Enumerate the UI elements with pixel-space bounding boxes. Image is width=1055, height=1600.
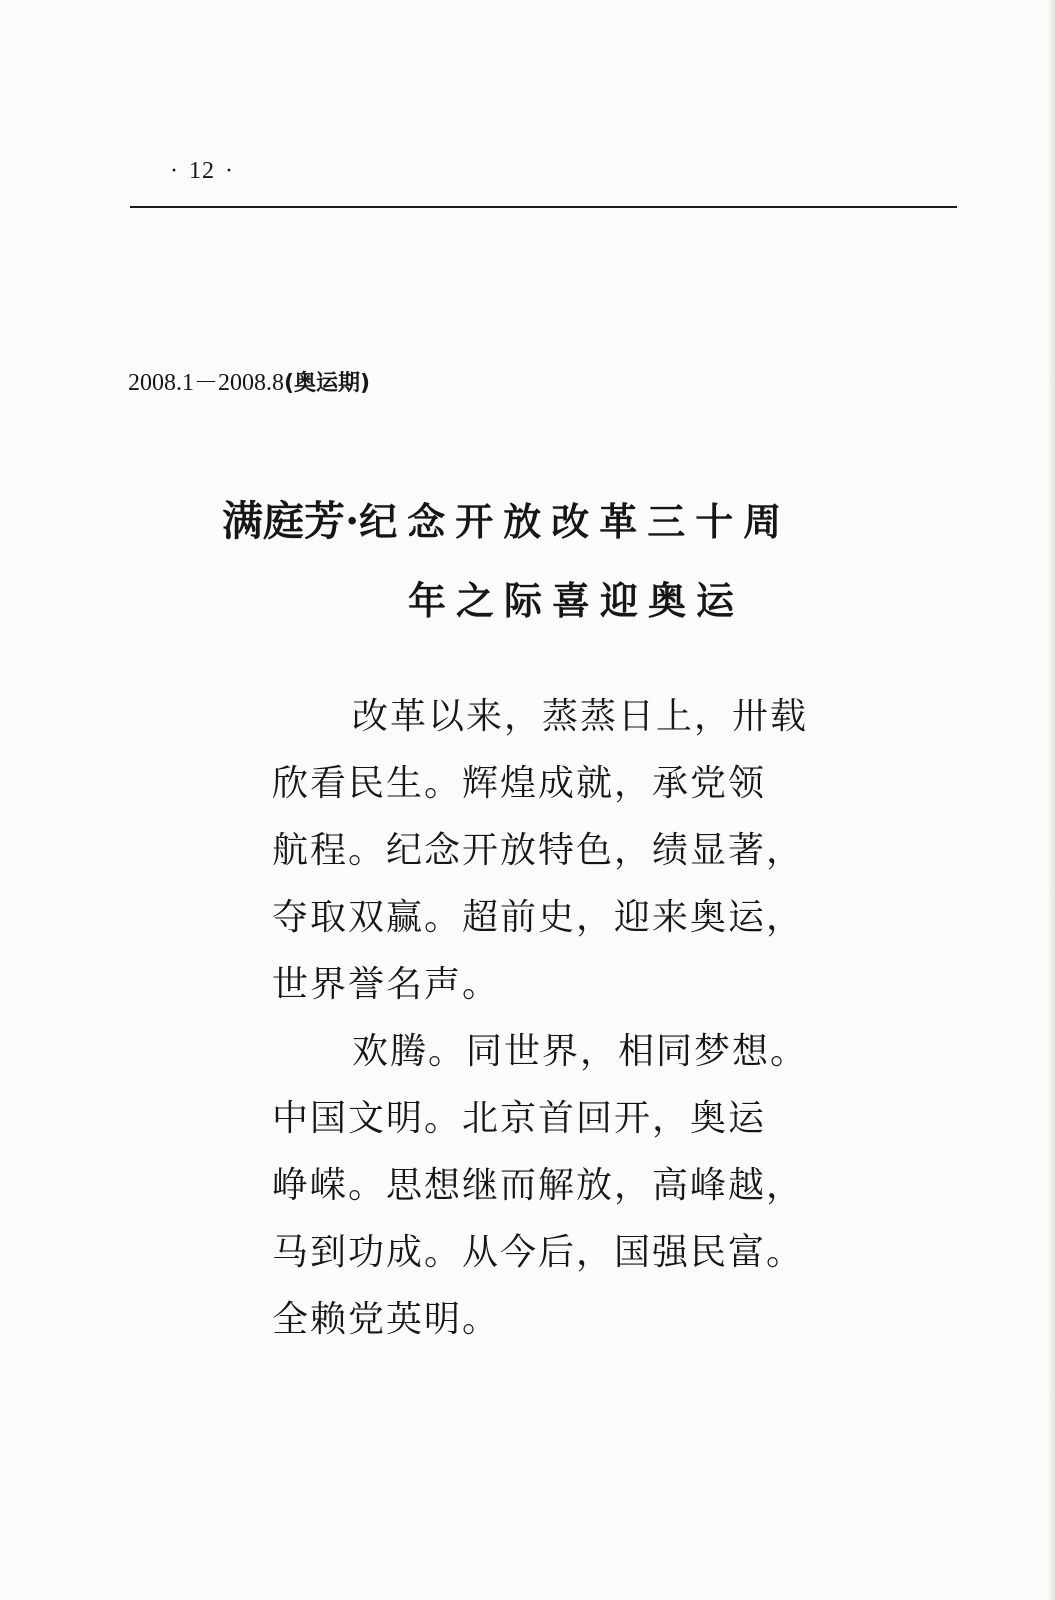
date-range-text: 2008.1－2008.8 — [128, 370, 284, 396]
poem-line: 欣看民生。辉煌成就，承党领 — [272, 763, 767, 804]
poem-line: 峥嵘。思想继而解放，高峰越， — [272, 1165, 805, 1206]
poem-line: 欢腾。同世界，相同梦想。 — [352, 1031, 809, 1072]
poem-body — [272, 688, 812, 1358]
poem-line: 改革以来，蒸蒸日上，卅载 — [352, 696, 809, 737]
date-range-label: (奥运期) — [284, 371, 371, 396]
page-number: 12 — [189, 158, 215, 184]
poem-line: 中国文明。北京首回开，奥运 — [272, 1098, 767, 1139]
poem-line: 航程。纪念开放特色，绩显著， — [272, 830, 805, 871]
date-range — [128, 362, 370, 397]
page-edge — [1049, 0, 1055, 1600]
header-rule — [130, 206, 957, 208]
poem-title-line-1 — [222, 488, 791, 547]
poem-line: 世界誉名声。 — [272, 964, 501, 1005]
poem-line: 夺取双赢。超前史，迎来奥运， — [272, 897, 805, 938]
page-header — [160, 158, 244, 185]
poem-line: 全赖党英明。 — [272, 1299, 501, 1340]
header-dot-left: · — [170, 158, 179, 184]
poem-title-line-2: 年之际喜迎奥运 — [408, 579, 745, 623]
poem-line: 马到功成。从今后，国强民富。 — [272, 1232, 805, 1273]
poem-title-subtitle: 纪念开放改革三十周 — [359, 500, 792, 544]
header-dot-right: · — [225, 158, 234, 184]
poem-title-cipai: 满庭芳· — [222, 497, 360, 545]
